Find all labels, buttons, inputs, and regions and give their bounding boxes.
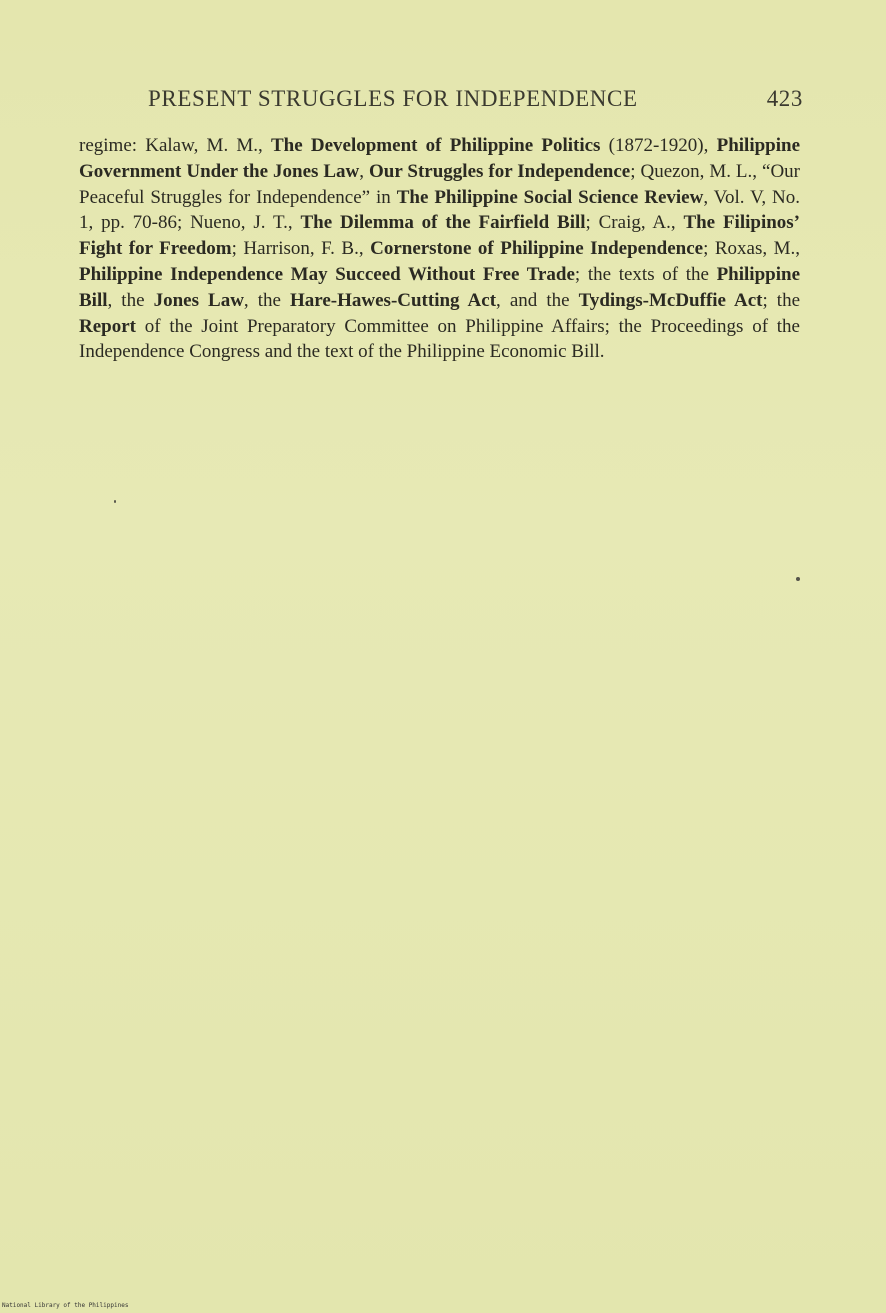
work-title: Cornerstone of Philippine Independence [370,238,704,260]
running-head [148,86,803,112]
work-title: The Filipinos’ Fight for Freedom [79,212,801,260]
text-span: , [359,160,369,182]
work-title: Philippine Bill [79,263,800,311]
text-span: ; Roxas, M., [703,238,800,260]
text-span: of the Joint Preparatory Committee on Philippine Affairs; the Proceedings of the Independence Congress and the text of the Philippine Economic Bill. [79,315,800,363]
work-title: Philippine Independence May Succeed Without Free Trade [79,263,575,285]
work-title: Report [79,315,136,337]
running-title: PRESENT STRUGGLES FOR INDEPENDENCE [148,86,638,111]
work-title: Hare-Hawes-Cutting Act [289,289,497,311]
text-span: (1872-1920), [600,135,717,156]
paper-speck [114,500,116,503]
work-title: Tydings-McDuffie Act [578,289,763,311]
paper-speck [796,577,800,581]
work-title: The Dilemma of the Fairfield Bill [300,212,586,234]
text-span: ; Harrison, F. B., [231,238,371,260]
text-span: ; the texts of the [574,263,717,285]
text-span: ; the [762,289,801,311]
page-number: 423 [766,86,803,111]
work-title: Jones Law [153,289,244,311]
text-span: ; Craig, A., [585,212,684,234]
scan-credit: National Library of the Philippines [2,1302,129,1309]
work-title: Philippine Government Under the Jones Law [79,135,801,182]
text-span: , the [107,289,154,311]
text-span: , Vol. V, No. 1, pp. 70-86; Nueno, J. T., [79,186,801,234]
work-title: The Philippine Social Science Review [396,186,704,208]
text-span: , the [243,289,290,311]
text-span: ; Quezon, M. L., “Our Peaceful Struggles for Independence” in [79,160,800,208]
bibliography-paragraph [79,133,800,365]
work-title: Our Struggles for Independence [369,160,631,182]
work-title: The Development of Philippine Politics [271,135,601,156]
text-span: , and the [496,289,579,311]
text-span: regime: Kalaw, M. M., [79,135,271,156]
